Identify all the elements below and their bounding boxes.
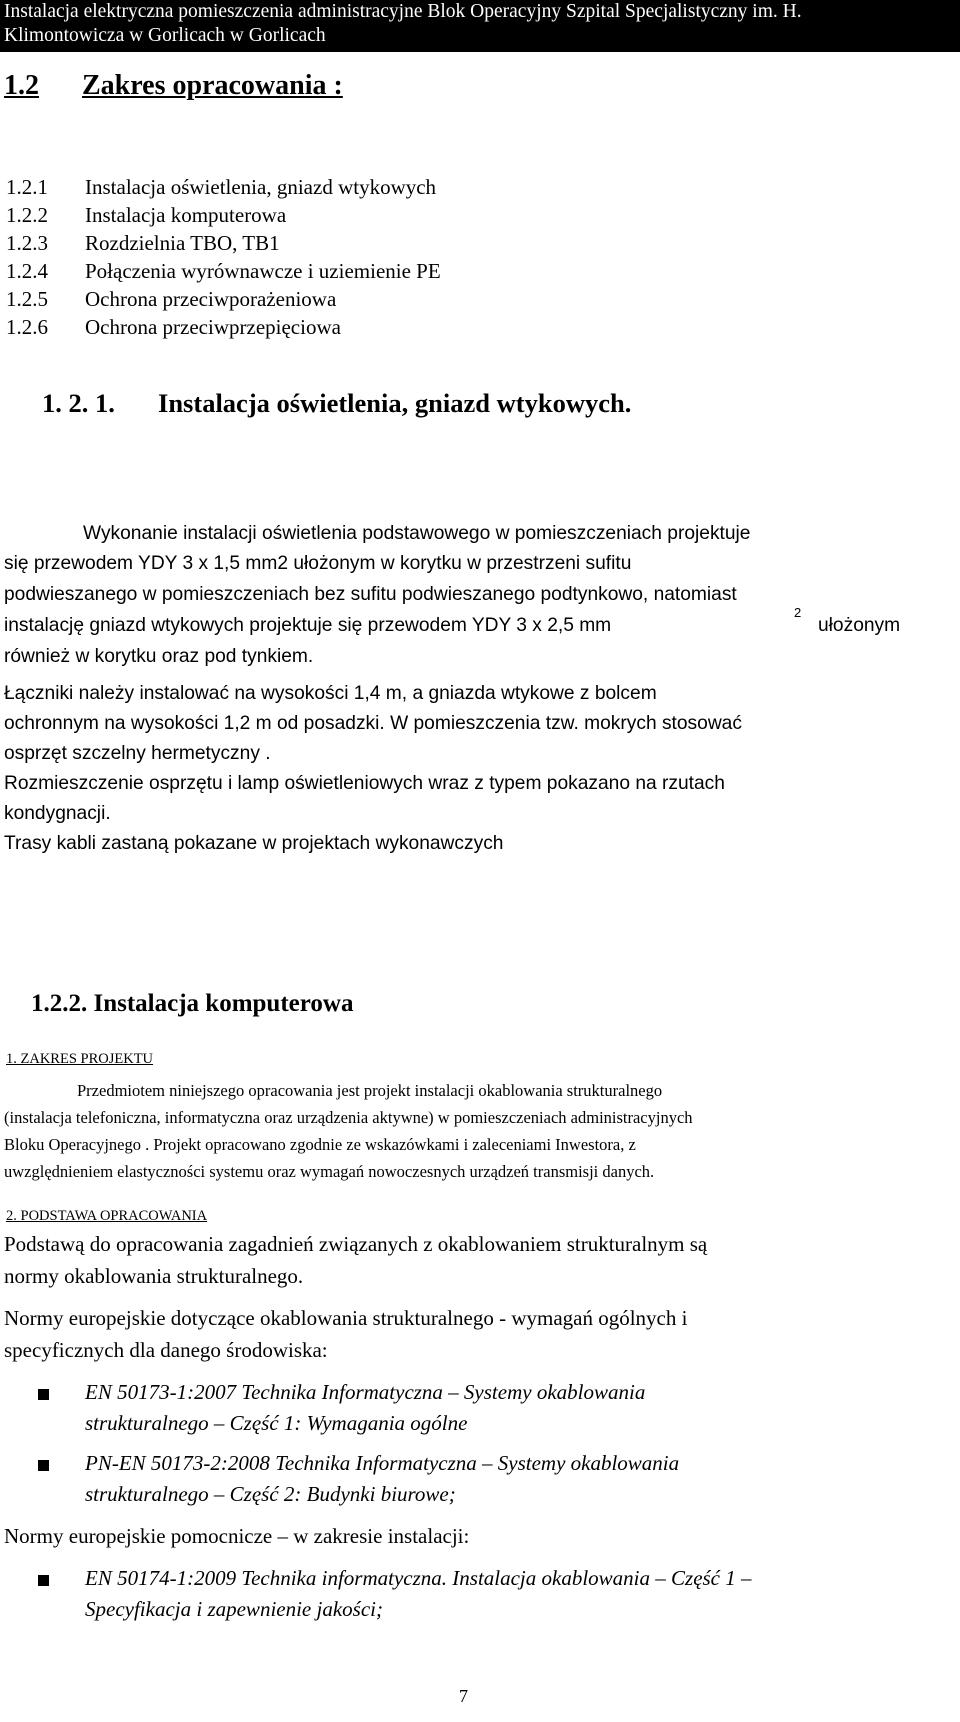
text-line: EN 50174-1:2009 Technika informatyczna. Instalacja okablowania – Część 1 – (85, 1566, 752, 1590)
toc-number: 1.2.3 (6, 231, 48, 255)
text-line: ochronnym na wysokości 1,2 m od posadzki. W pomieszczenia tzw. mokrych stosować (4, 713, 742, 734)
bullet-icon (38, 1575, 49, 1586)
text-line: Rozmieszczenie osprzętu i lamp oświetleniowych wraz z typem pokazano na rzutach (4, 773, 725, 794)
text-line: Łączniki należy instalować na wysokości 1,4 m, a gniazda wtykowe z bolcem (4, 683, 657, 704)
text-line: Normy europejskie dotyczące okablowania strukturalnego - wymagań ogólnych i (4, 1306, 688, 1330)
text-line: strukturalnego – Część 1: Wymagania ogólne (85, 1411, 468, 1435)
toc-number: 1.2.1 (6, 175, 48, 199)
page-number: 7 (459, 1686, 468, 1706)
text-line: ułożonym (818, 615, 901, 636)
superscript: 2 (794, 605, 802, 620)
text-line: się przewodem YDY 3 x 1,5 mm2 ułożonym w korytku w przestrzeni sufitu (4, 553, 632, 574)
text-line: normy okablowania strukturalnego. (4, 1264, 304, 1288)
text-line: uwzględnieniem elastyczności systemu oraz wymagań nowoczesnych urządzeń transmisji danych. (4, 1162, 655, 1181)
text-line: osprzęt szczelny hermetyczny . (4, 743, 271, 764)
text-line: (instalacja telefoniczna, informatyczna oraz urządzenia aktywne) w pomieszczeniach administracyjnych (4, 1108, 693, 1127)
text-line: PN-EN 50173-2:2008 Technika Informatyczna – Systemy okablowania (85, 1451, 680, 1475)
text-line: podwieszanego w pomieszczeniach bez sufitu podwieszanego podtynkowo, natomiast (4, 584, 737, 605)
toc-label: Ochrona przeciwprzepięciowa (85, 315, 341, 339)
header-line-2: Klimontowicza w Gorlicach w Gorlicach (4, 25, 326, 46)
toc-label: Ochrona przeciwporażeniowa (85, 287, 337, 311)
toc-number: 1.2.4 (6, 259, 48, 283)
toc-label: Połączenia wyrównawcze i uziemienie PE (85, 259, 441, 283)
toc-number: 1.2.6 (6, 315, 48, 339)
text-line: Trasy kabli zastaną pokazane w projektach wykonawczych (4, 833, 504, 854)
text-line: strukturalnego – Część 2: Budynki biurowe; (85, 1482, 456, 1506)
subsection-number: 1. 2. 1. (42, 388, 115, 418)
text-line: Specyfikacja i zapewnienie jakości; (85, 1597, 383, 1621)
text-line: Przedmiotem niniejszego opracowania jest projekt instalacji okablowania strukturalnego (77, 1081, 663, 1100)
text-line: Podstawą do opracowania zagadnień związanych z okablowaniem strukturalnym są (4, 1232, 708, 1256)
toc-number: 1.2.2 (6, 203, 48, 227)
text-line: instalację gniazd wtykowych projektuje się przewodem YDY 3 x 2,5 mm (4, 615, 612, 636)
toc-label: Rozdzielnia TBO, TB1 (85, 231, 280, 255)
basis-heading: 2. PODSTAWA OPRACOWANIA (6, 1208, 208, 1224)
section-title: Zakres opracowania : (82, 70, 343, 101)
text-line: również w korytku oraz pod tynkiem. (4, 646, 314, 667)
text-line: kondygnacji. (4, 803, 111, 824)
bullet-icon (38, 1389, 49, 1400)
text-line: specyficznych dla danego środowiska: (4, 1338, 328, 1362)
toc-label: Instalacja komputerowa (85, 203, 287, 227)
subsection-title-2: 1.2.2. Instalacja komputerowa (31, 990, 354, 1017)
toc-number: 1.2.5 (6, 287, 48, 311)
subsection-title: Instalacja oświetlenia, gniazd wtykowych. (158, 388, 632, 418)
toc-label: Instalacja oświetlenia, gniazd wtykowych (85, 175, 437, 199)
text-line: Normy europejskie pomocnicze – w zakresie instalacji: (4, 1524, 470, 1548)
text-line: EN 50173-1:2007 Technika Informatyczna – Systemy okablowania (85, 1380, 646, 1404)
scope-heading: 1. ZAKRES PROJEKTU (6, 1051, 154, 1067)
page-header (0, 0, 960, 52)
text-line: Wykonanie instalacji oświetlenia podstawowego w pomieszczeniach projektuje (83, 523, 751, 544)
section-number: 1.2 (4, 70, 39, 101)
bullet-icon (38, 1460, 49, 1471)
header-line-1: Instalacja elektryczna pomieszczenia administracyjne Blok Operacyjny Szpital Specjalistyczny im. H. (4, 1, 802, 22)
text-line: Bloku Operacyjnego . Projekt opracowano zgodnie ze wskazówkami i zaleceniami Inwestora, z (4, 1135, 636, 1154)
